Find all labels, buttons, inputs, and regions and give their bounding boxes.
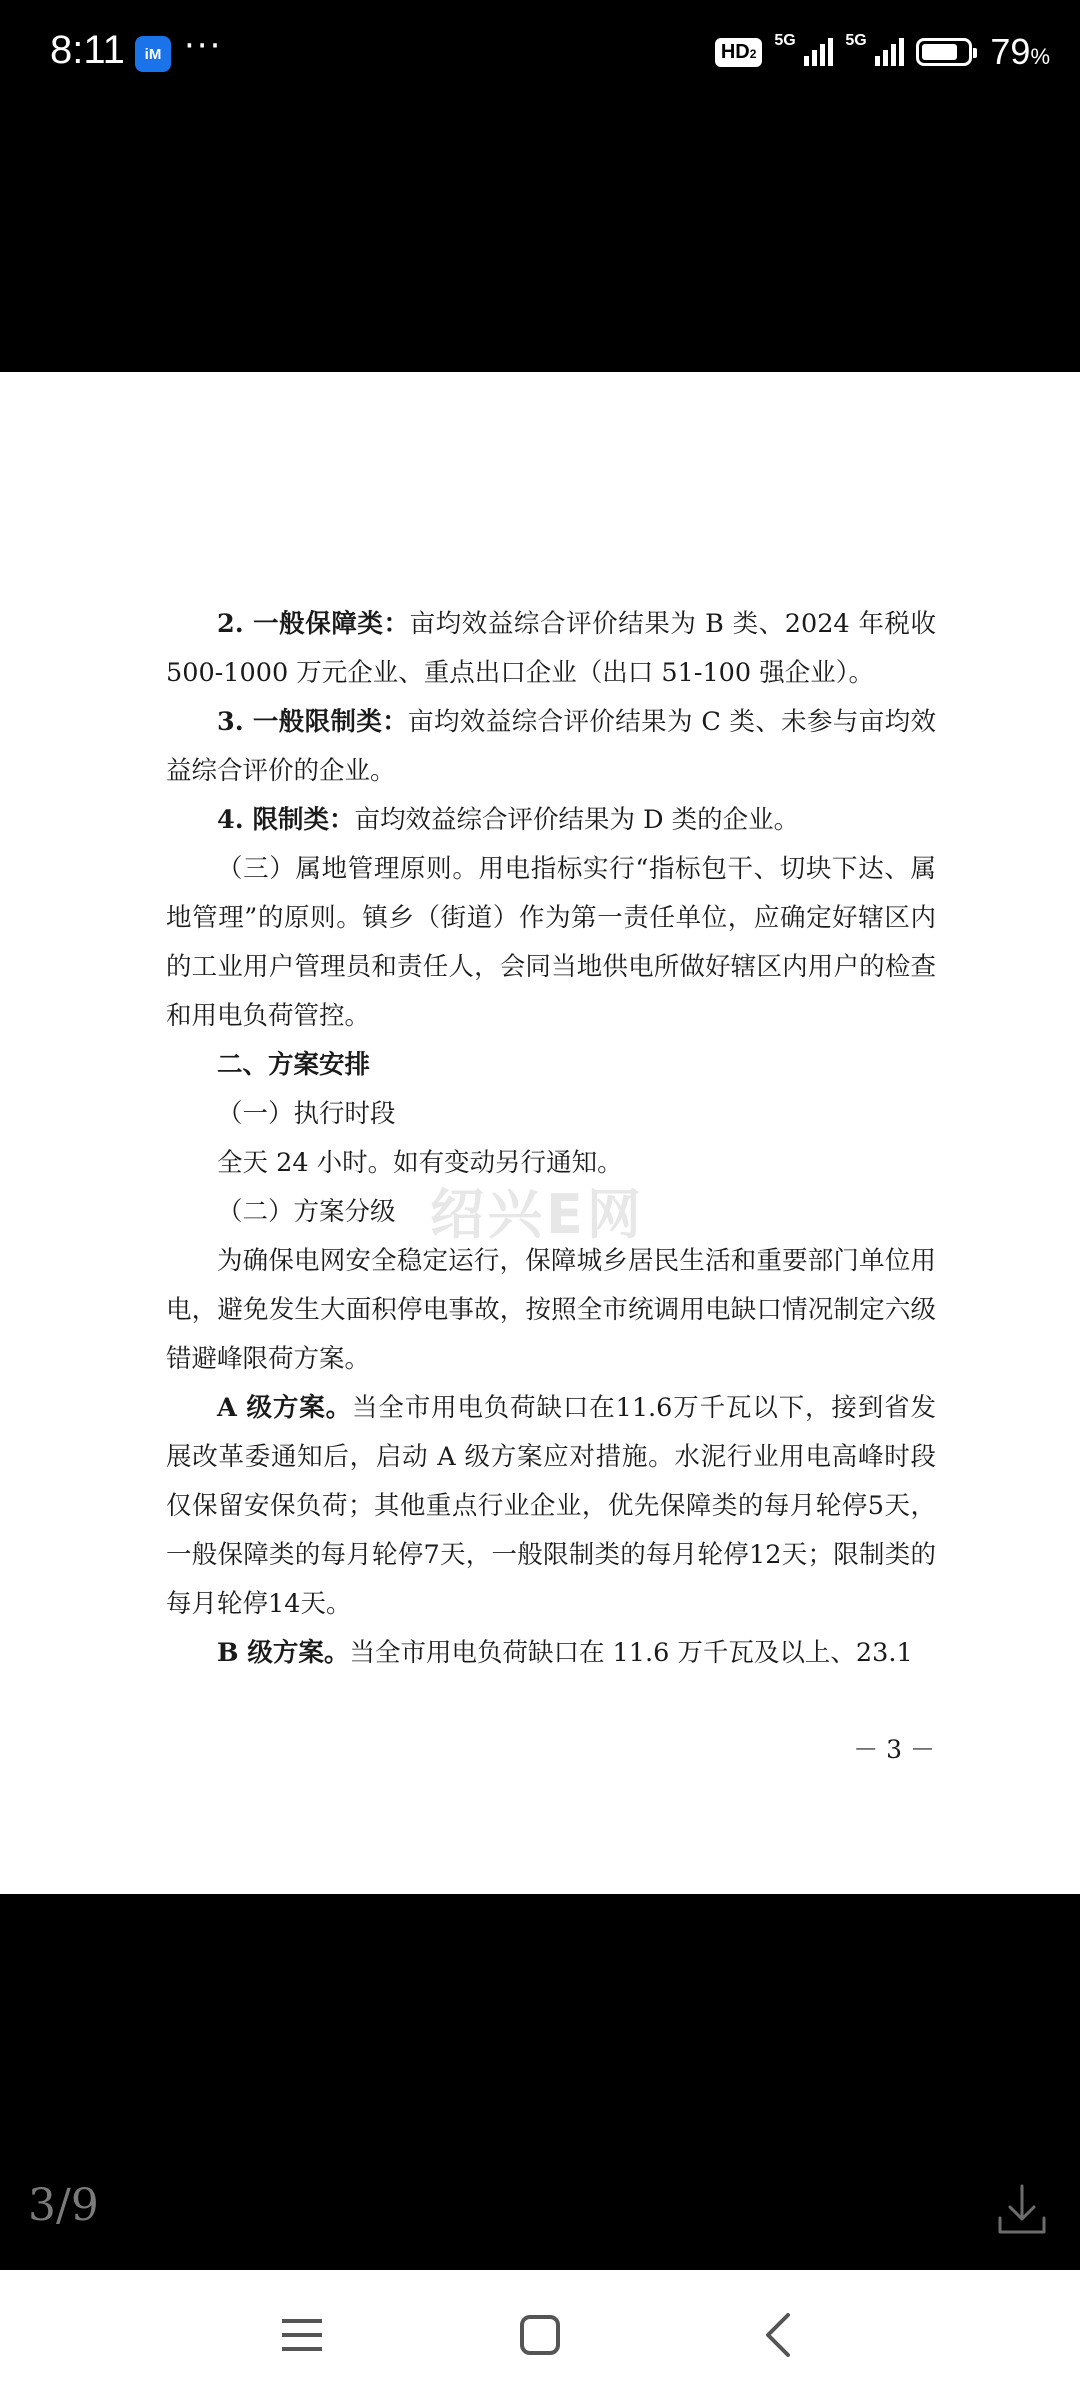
back-icon[interactable]: [738, 2300, 818, 2370]
document-paragraph: [166, 796, 936, 845]
document-paragraph: [166, 1237, 936, 1384]
paragraph-text: 当全市用电负荷缺口在 11.6 万千瓦及以上、23.1: [349, 1638, 913, 1668]
download-icon[interactable]: [992, 2180, 1052, 2240]
document-text: [166, 600, 936, 1678]
sim2-signal-icon: 5G: [845, 38, 904, 66]
document-paragraph: [166, 1090, 936, 1139]
battery-icon: [916, 38, 972, 66]
page-number: － 3 －: [853, 1735, 935, 1764]
paragraph-lead: B 级方案。: [217, 1638, 350, 1668]
hd-voice-icon: HD2: [715, 38, 763, 67]
paragraph-text: 亩均效益综合评价结果为 C 类、未参与亩均效益综合评价的企业。: [166, 707, 936, 786]
home-icon[interactable]: [500, 2300, 580, 2370]
document-paragraph: [166, 1629, 936, 1678]
paragraph-text: （一）执行时段: [217, 1099, 396, 1129]
paragraph-text: 全天 24 小时。如有变动另行通知。: [217, 1148, 623, 1178]
more-notifications-icon: ···: [184, 26, 223, 66]
paragraph-text: 当全市用电负荷缺口在11.6万千瓦以下，接到省发展改革委通知后，启动 A 级方案应对措施。水泥行业用电高峰时段仅保留安保负荷；其他重点行业企业，优先保障类的每月轮停5天，一般保障类的每月轮停7天，一般限制类的每月轮停12天；限制类的每月轮停14天。: [166, 1393, 937, 1619]
app-notification-icon: iM: [135, 36, 171, 72]
paragraph-text: 为确保电网安全稳定运行，保障城乡居民生活和重要部门单位用电，避免发生大面积停电事故，按照全市统调用电缺口情况制定六级错避峰限荷方案。: [166, 1246, 936, 1374]
document-paragraph: [166, 1384, 936, 1629]
menu-icon[interactable]: [262, 2300, 342, 2370]
status-bar: [0, 0, 1080, 110]
battery-percent: 79%: [990, 31, 1050, 72]
paragraph-lead: 2. 一般保障类：: [217, 609, 410, 639]
watermark: 绍兴E网: [430, 1183, 645, 1246]
status-time: 8:11: [50, 28, 125, 72]
paragraph-text: 亩均效益综合评价结果为 D 类的企业。: [354, 805, 800, 835]
paragraph-text: 亩均效益综合评价结果为 B 类、2024 年税收 500-1000 万元企业、重点出口企业（出口 51-100 强企业）。: [166, 609, 937, 688]
document-paragraph: [166, 698, 936, 796]
navigation-bar: [0, 2270, 1080, 2400]
document-paragraph: [166, 600, 936, 698]
document-page[interactable]: [0, 372, 1080, 1894]
document-paragraph: [166, 845, 936, 1041]
status-icons: [715, 30, 1050, 74]
sim1-signal-icon: 5G: [774, 38, 833, 66]
page-indicator: 3/9: [28, 2180, 99, 2231]
paragraph-lead: 3. 一般限制类：: [217, 707, 409, 737]
paragraph-text: （二）方案分级: [217, 1197, 396, 1227]
paragraph-text: （三）属地管理原则。用电指标实行“指标包干、切块下达、属地管理”的原则。镇乡（街道）作为第一责任单位，应确定好辖区内的工业用户管理员和责任人，会同当地供电所做好辖区内用户的检查和用电负荷管控。: [166, 854, 936, 1031]
paragraph-lead: A 级方案。: [217, 1393, 352, 1423]
paragraph-lead: 二、方案安排: [217, 1050, 371, 1080]
paragraph-lead: 4. 限制类：: [217, 805, 355, 835]
document-paragraph: [166, 1041, 936, 1090]
